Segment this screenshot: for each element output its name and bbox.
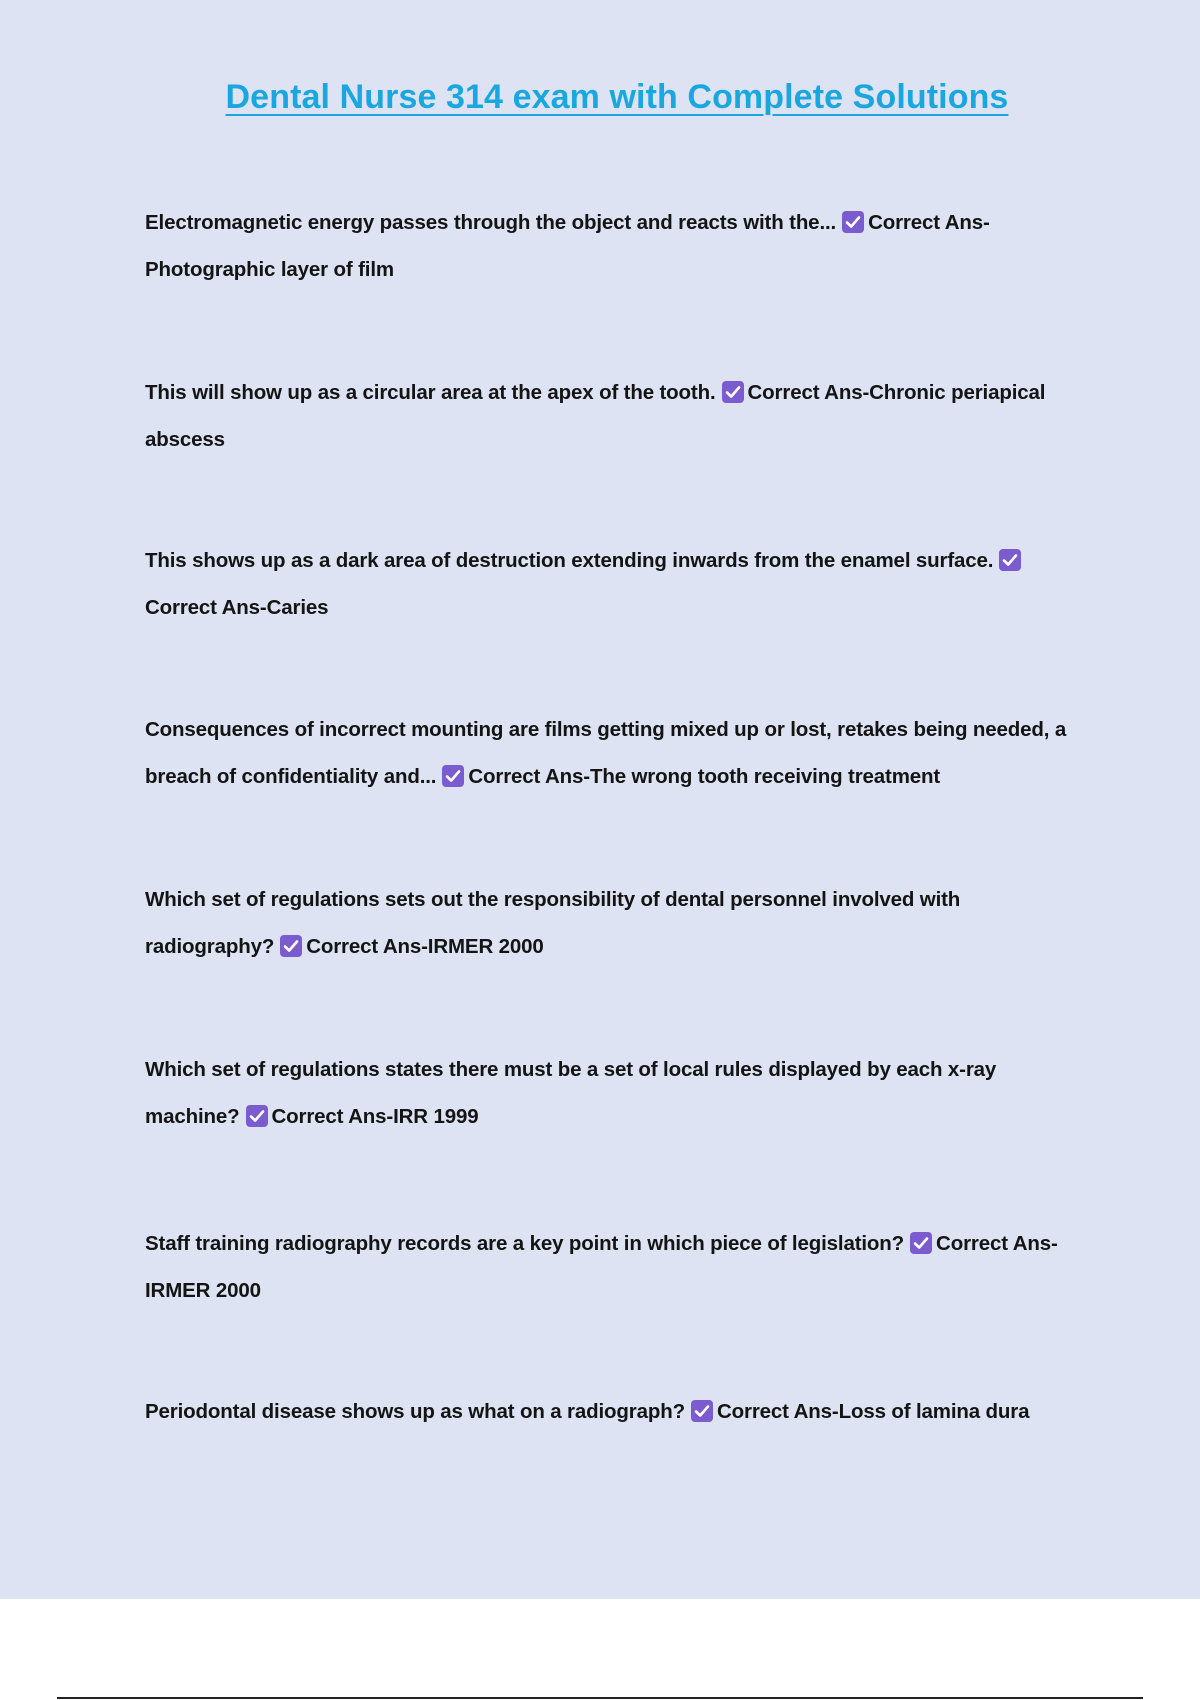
checkmark-icon <box>691 1400 713 1422</box>
checkmark-icon <box>246 1105 268 1127</box>
answer-text: Correct Ans-Chronic periapical abscess <box>145 381 1046 451</box>
checkmark-icon <box>280 935 302 957</box>
checkmark-icon <box>910 1232 932 1254</box>
qa-item <box>145 706 1090 800</box>
question-text: Staff training radiography records are a key point in which piece of legislation? <box>145 1232 905 1255</box>
checkmark-icon <box>442 765 464 787</box>
answer-text: Correct Ans-IRMER 2000 <box>145 1232 1058 1302</box>
page-title: Dental Nurse 314 exam with Complete Solutions <box>225 78 1009 116</box>
qa-item <box>145 1046 1090 1140</box>
question-text: Periodontal disease shows up as what on a radiograph? <box>145 1400 685 1423</box>
question-text: Electromagnetic energy passes through the object and reacts with the... <box>145 211 837 234</box>
question-text: This will show up as a circular area at the apex of the tooth. <box>145 381 716 404</box>
qa-item <box>145 876 1090 970</box>
answer-text: Correct Ans-IRMER 2000 <box>306 935 544 958</box>
answer-text: Correct Ans-Photographic layer of film <box>145 211 990 281</box>
answer-text: Correct Ans-Loss of lamina dura <box>716 1400 1030 1423</box>
qa-item <box>145 1220 1090 1314</box>
answer-text: Correct Ans-The wrong tooth receiving treatment <box>468 765 941 788</box>
qa-item <box>145 537 1090 631</box>
checkmark-icon <box>722 381 744 403</box>
question-text: This shows up as a dark area of destruction extending inwards from the enamel surface. <box>145 549 994 572</box>
qa-item <box>145 369 1090 463</box>
question-text: Consequences of incorrect mounting are films getting mixed up or lost, retakes being needed, a breach of confidentiality and... <box>145 718 1067 788</box>
checkmark-icon <box>842 211 864 233</box>
question-text: Which set of regulations sets out the responsibility of dental personnel involved with radiography? <box>145 888 961 958</box>
qa-item <box>145 1388 1090 1435</box>
qa-item <box>145 199 1090 293</box>
answer-text: Correct Ans-Caries <box>145 596 329 619</box>
checkmark-icon <box>999 549 1021 571</box>
question-text: Which set of regulations states there must be a set of local rules displayed by each x-ray machine? <box>145 1058 997 1128</box>
footer-divider <box>57 1697 1143 1699</box>
answer-text: Correct Ans-IRR 1999 <box>271 1105 479 1128</box>
